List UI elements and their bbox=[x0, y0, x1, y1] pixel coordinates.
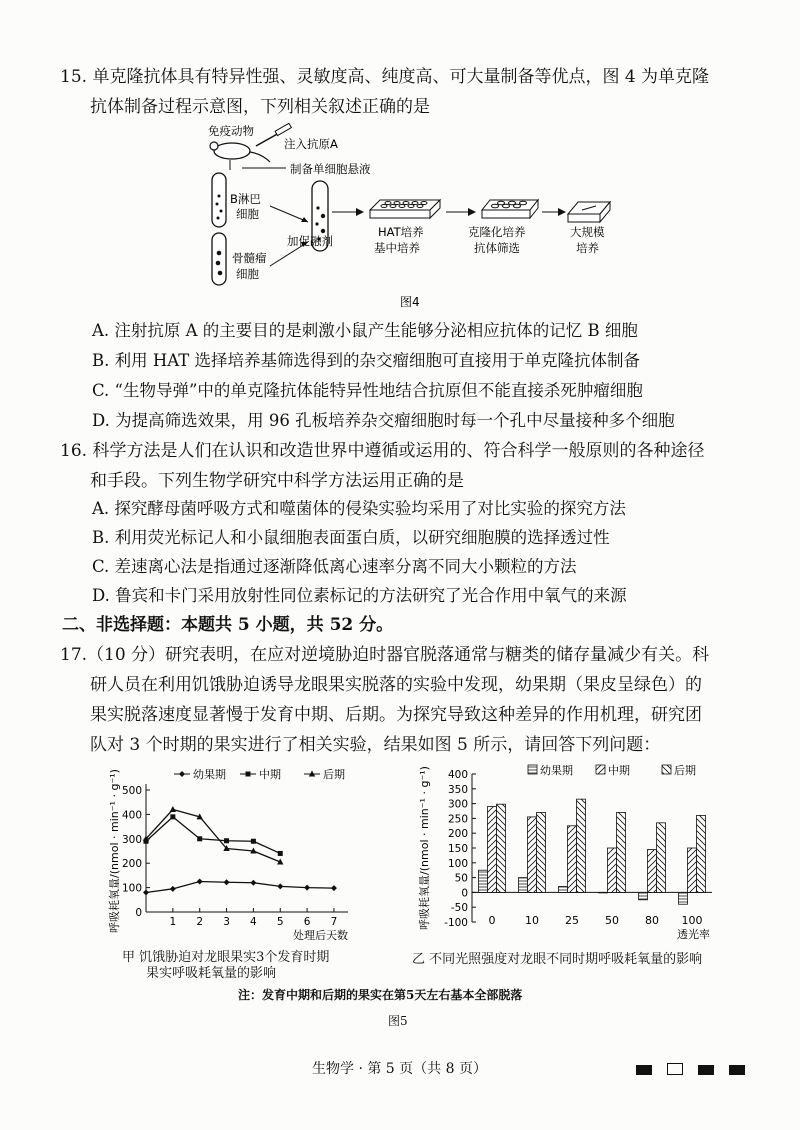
q16-stem-line1: 16. 科学方法是人们在认识和改造世界中遵循或运用的、符合科学一般原则的各种途径 bbox=[60, 441, 705, 461]
chart-a-caption-line2: 果实呼吸耗氧量的影响 bbox=[146, 966, 277, 981]
chart-b-ylabel: 呼吸耗氧量/(nmol · min⁻¹ · g⁻¹) bbox=[418, 766, 431, 930]
chart-a-point bbox=[304, 885, 310, 891]
chart-b-bar bbox=[648, 849, 657, 892]
chart-b-category-label: 100 bbox=[681, 914, 703, 927]
chart-a-xlabel: 处理后天数 bbox=[293, 929, 348, 940]
label-fuse: 加促融剂 bbox=[287, 234, 333, 248]
chart-a-line-chart bbox=[108, 762, 368, 940]
label-prep: 制备单细胞悬液 bbox=[290, 162, 371, 176]
chart-a-legend-label: 后期 bbox=[323, 768, 345, 781]
chart-a-point bbox=[250, 880, 256, 886]
chart-a-legend-marker bbox=[246, 772, 251, 777]
chart-b-ytick-label: 50 bbox=[454, 872, 468, 885]
chart-b-bar bbox=[688, 848, 697, 892]
chart-b-bar bbox=[599, 892, 608, 893]
chart-b-category-label: 25 bbox=[565, 914, 579, 927]
chart-b-bar bbox=[528, 817, 537, 892]
chart-b-ytick-label: 250 bbox=[447, 813, 468, 826]
chart-a-ytick-label: 200 bbox=[121, 858, 142, 871]
chart-a-point bbox=[224, 838, 229, 843]
q15-option-d: D. 为提高筛选效果，用 96 孔板培养杂交瘤细胞时每一个孔中尽量接种多个细胞 bbox=[92, 411, 675, 430]
chart-b-bar bbox=[497, 804, 506, 892]
chart-a-point bbox=[278, 851, 283, 856]
chart-b-ytick-label: 0 bbox=[461, 887, 468, 900]
label-clone1: 克隆化培养 bbox=[468, 225, 526, 239]
chart-b-category-label: 80 bbox=[645, 914, 659, 927]
chart-b-legend-label: 幼果期 bbox=[540, 764, 573, 777]
chart-b-bar bbox=[577, 799, 586, 892]
chart-a-xtick-label: 6 bbox=[303, 916, 311, 928]
chart-a-ytick-label: 0 bbox=[135, 907, 142, 919]
label-hat2: 基中培养 bbox=[374, 241, 420, 255]
label-m2: 细胞 bbox=[236, 267, 259, 281]
chart-b-bar bbox=[568, 826, 577, 893]
chart-a-ytick-label: 100 bbox=[121, 882, 142, 895]
chart-b-xlabel: 透光率 bbox=[677, 928, 710, 940]
corner-marks bbox=[636, 1060, 745, 1079]
label-b1: B淋巴 bbox=[230, 192, 261, 206]
myeloma-tube-icon bbox=[212, 233, 226, 285]
chart-b-ytick-label: -50 bbox=[450, 902, 468, 915]
label-hat1: HAT培养 bbox=[378, 225, 424, 239]
chart-a-point bbox=[170, 814, 175, 819]
page-footer: 生物学 · 第 5 页（共 8 页） bbox=[312, 1061, 487, 1077]
chart-a-legend-label: 幼果期 bbox=[193, 768, 226, 781]
hat-plate-icon bbox=[370, 200, 440, 218]
figure-5-note: 注：发育中期和后期的果实在第5天左右基本全部脱落 bbox=[238, 988, 523, 1002]
chart-b-bar bbox=[657, 823, 666, 893]
chart-b-bar bbox=[519, 878, 528, 893]
chart-b-bar bbox=[639, 892, 648, 899]
q16-option-b: B. 利用荧光标记人和小鼠细胞表面蛋白质，以研究细胞膜的选择透过性 bbox=[92, 528, 610, 547]
chart-b-bar bbox=[679, 892, 688, 904]
chart-b-bar bbox=[559, 886, 568, 892]
q17-stem-line1: 17.（10 分）研究表明，在应对逆境胁迫时器官脱落通常与糖类的储存量减少有关。科 bbox=[60, 645, 710, 665]
chart-a-point bbox=[143, 889, 149, 895]
chart-b-ytick-label: 300 bbox=[447, 798, 468, 811]
chart-a-legend-marker bbox=[179, 771, 185, 777]
chart-b-category-label: 0 bbox=[488, 914, 496, 927]
chart-a-ytick-label: 500 bbox=[121, 785, 142, 797]
label-clone2: 抗体筛选 bbox=[474, 241, 520, 255]
q16-stem-line2: 和手段。下列生物学研究中科学方法运用正确的是 bbox=[90, 471, 464, 491]
chart-b-bar-chart bbox=[418, 762, 728, 940]
chart-a-xtick-label: 7 bbox=[330, 916, 338, 928]
figure-4-caption: 图4 bbox=[400, 295, 420, 309]
chart-a-point bbox=[170, 886, 176, 892]
chart-b-ytick-label: 400 bbox=[447, 769, 468, 781]
q15-option-b: B. 利用 HAT 选择培养基筛选得到的杂交瘤细胞可直接用于单克隆抗体制备 bbox=[92, 351, 641, 370]
chart-b-category-label: 10 bbox=[525, 914, 539, 927]
label-inject: 注入抗原A bbox=[284, 137, 338, 151]
q17-stem-line2: 研人员在利用饥饿胁迫诱导龙眼果实脱落的实验中发现，幼果期（果皮呈绿色）的 bbox=[90, 675, 702, 695]
culture-tray-icon bbox=[568, 202, 610, 222]
q15-option-a: A. 注射抗原 A 的主要目的是刺激小鼠产生能够分泌相应抗体的记忆 B 细胞 bbox=[92, 321, 638, 340]
chart-b-bar bbox=[697, 815, 706, 892]
chart-b-legend-swatch bbox=[596, 765, 605, 774]
clone-plate-icon bbox=[482, 200, 538, 218]
chart-b-bar bbox=[617, 812, 626, 892]
chart-b-legend-label: 后期 bbox=[674, 764, 696, 777]
chart-b-bar bbox=[488, 807, 497, 893]
label-large1: 大规模 bbox=[570, 225, 605, 239]
q16-option-a: A. 探究酵母菌呼吸方式和噬菌体的侵染实验均采用了对比实验的探究方法 bbox=[92, 499, 626, 518]
chart-a-point bbox=[197, 836, 202, 841]
chart-a-point bbox=[170, 806, 176, 812]
figure-4-diagram bbox=[190, 118, 630, 318]
chart-a-point bbox=[251, 839, 256, 844]
q15-option-c: C. “生物导弹”中的单克隆抗体能特异性地结合抗原但不能直接杀死肿瘤细胞 bbox=[92, 381, 643, 400]
q17-stem-line4: 队对 3 个时期的果实进行了相关实验，结果如图 5 所示，请回答下列问题： bbox=[90, 735, 661, 755]
chart-a-xtick-label: 2 bbox=[196, 916, 204, 928]
chart-a-point bbox=[197, 879, 203, 885]
q15-stem-line2: 抗体制备过程示意图，下列相关叙述正确的是 bbox=[90, 97, 430, 117]
label-m1: 骨髓瘤 bbox=[232, 251, 267, 265]
chart-a-ylabel: 呼吸耗氧量/(nmol · min⁻¹ · g⁻¹) bbox=[108, 769, 121, 933]
q17-stem-line3: 果实脱落速度显著慢于发育中期、后期。为探究导致这种差异的作用机理，研究团 bbox=[90, 705, 702, 725]
label-b2: 细胞 bbox=[236, 207, 259, 221]
chart-a-series-line bbox=[146, 810, 280, 862]
q15-stem-line1: 15. 单克隆抗体具有特异性强、灵敏度高、纯度高、可大量制备等优点，图 4 为单克隆 bbox=[60, 67, 710, 87]
chart-a-xtick-label: 3 bbox=[223, 916, 230, 928]
figure-5-caption: 图5 bbox=[388, 1014, 408, 1028]
chart-b-ytick-label: 100 bbox=[447, 857, 468, 870]
chart-a-caption-line1: 甲 饥饿胁迫对龙眼果实3个发育时期 bbox=[122, 950, 330, 965]
q16-option-d: D. 鲁宾和卡门采用放射性同位素标记的方法研究了光合作用中氧气的来源 bbox=[92, 586, 627, 605]
q16-option-c: C. 差速离心法是指通过逐渐降低离心速率分离不同大小颗粒的方法 bbox=[92, 557, 577, 576]
chart-b-caption: 乙 不同光照强度对龙眼不同时期呼吸耗氧量的影响 bbox=[412, 952, 703, 967]
chart-a-xtick-label: 1 bbox=[169, 916, 177, 928]
label-animal: 免疫动物 bbox=[208, 124, 254, 138]
chart-b-category-label: 50 bbox=[605, 914, 619, 927]
chart-b-legend-swatch bbox=[528, 765, 537, 774]
chart-a-point bbox=[277, 883, 283, 889]
chart-a-series-line bbox=[146, 817, 280, 854]
chart-b-ytick-label: 150 bbox=[447, 843, 468, 855]
chart-b-legend-swatch bbox=[662, 765, 671, 774]
label-large2: 培养 bbox=[576, 241, 599, 255]
chart-a-ytick-label: 400 bbox=[121, 809, 142, 822]
chart-a-legend-label: 中期 bbox=[259, 768, 281, 781]
chart-b-ytick-label: 200 bbox=[447, 828, 468, 841]
chart-b-legend-label: 中期 bbox=[608, 764, 630, 777]
chart-b-bar bbox=[479, 870, 488, 892]
chart-a-point bbox=[331, 885, 337, 891]
chart-b-ytick-label: 350 bbox=[447, 783, 468, 796]
chart-a-xtick-label: 4 bbox=[250, 916, 257, 928]
chart-b-bar bbox=[608, 848, 617, 892]
chart-a-point bbox=[224, 879, 230, 885]
chart-a-xtick-label: 5 bbox=[276, 916, 284, 928]
chart-b-ytick-label: -100 bbox=[444, 917, 468, 929]
chart-a-ytick-label: 300 bbox=[121, 833, 142, 846]
section-2-heading: 二、非选择题：本题共 5 小题，共 52 分。 bbox=[62, 615, 394, 635]
b-cell-tube-icon bbox=[212, 173, 226, 227]
chart-b-bar bbox=[537, 812, 546, 892]
mouse-icon bbox=[210, 142, 270, 162]
